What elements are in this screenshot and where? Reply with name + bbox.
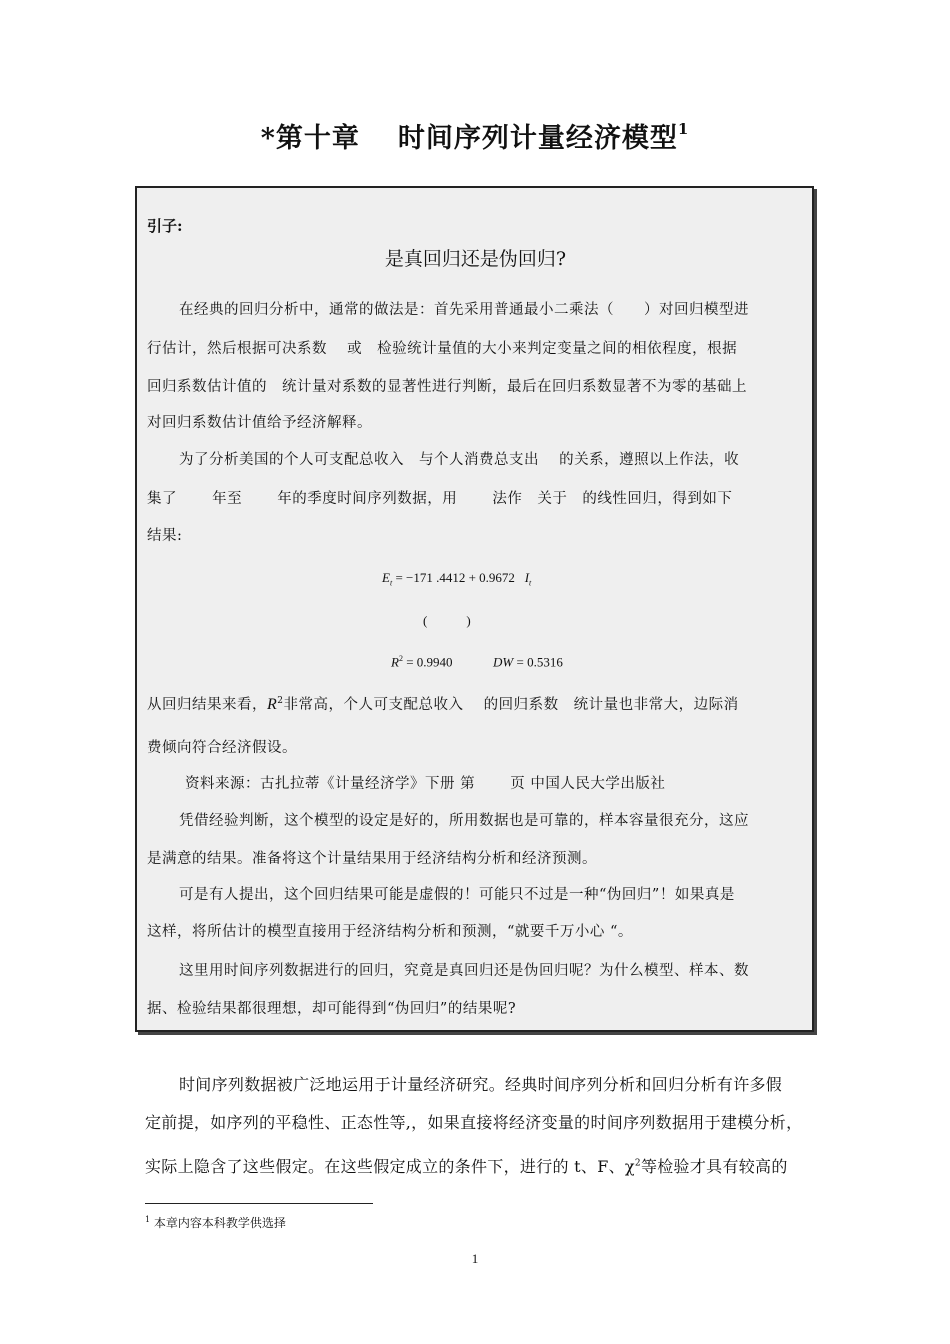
- dw-label: DW: [493, 654, 514, 670]
- body-paragraph-line: 实际上隐含了这些假定。在这些假定成立的条件下，进行的 t、F、$\chi^2$等检验才具有较高的: [145, 1157, 788, 1176]
- intro-box: [135, 186, 814, 1032]
- chapter-title: [0, 116, 950, 155]
- intro-line: 费倾向符合经济假设。: [147, 740, 297, 756]
- intro-line: 这样，将所估计的模型直接用于经济结构分析和预测，“就要千万小心 “。: [147, 924, 633, 940]
- eq-t-values: ( ): [423, 613, 471, 628]
- eq-var: I: [524, 570, 530, 585]
- intro-line: 对回归系数估计值给予经济解释。: [147, 415, 372, 431]
- chapter-number: *第十章: [260, 123, 360, 154]
- intro-line: 在经典的回归分析中，通常的做法是：首先采用普通最小二乘法（ ）对回归模型进: [179, 302, 749, 318]
- r2-label: R: [391, 654, 399, 670]
- intro-line: 为了分析美国的个人可支配总收入 与个人消费总支出 的关系，遵照以上作法，收: [179, 452, 740, 468]
- intro-line: 凭借经验判断，这个模型的设定是好的，所用数据也是可靠的，样本容量很充分，这应: [179, 813, 749, 829]
- footnote: [145, 1214, 286, 1231]
- body-paragraph-line: 时间序列数据被广泛地运用于计量经济研究。经典时间序列分析和回归分析有许多假: [179, 1075, 783, 1094]
- intro-label: 引子:: [147, 217, 183, 235]
- footnote-marker: 1: [677, 120, 690, 138]
- body-paragraph-line: 定前提，如序列的平稳性、正态性等,，如果直接将经济变量的时间序列数据用于建模分析，: [145, 1113, 803, 1132]
- intro-line: 可是有人提出，这个回归结果可能是虚假的！可能只不过是一种“伪回归”！如果真是: [179, 887, 735, 903]
- intro-heading: 是真回归还是伪回归?: [384, 248, 567, 270]
- footnote-mark: 1: [145, 1215, 151, 1224]
- eq-stats: $R^2 = 0.9940$ DW = 0.5316: [391, 654, 563, 670]
- r2-value: = 0.9940: [406, 654, 453, 670]
- page-number: 1: [471, 1251, 479, 1266]
- source-note: 资料来源：古扎拉蒂《计量经济学》下册 第 页 中国人民大学出版社: [185, 776, 666, 792]
- eq-lhs: E: [382, 570, 390, 585]
- intro-line: 集了 年至 年的季度时间序列数据，用 法作 关于 的线性回归，得到如下: [147, 491, 733, 507]
- intro-line: 行估计，然后根据可决系数 或 检验统计量值的大小来判定变量之间的相依程度，根据: [147, 341, 738, 357]
- intro-line: 据、检验结果都很理想，却可能得到“伪回归”的结果呢?: [147, 1001, 517, 1017]
- intro-line: 从回归结果来看，$R^2$非常高，个人可支配总收入 的回归系数 统计量也非常大，边际消: [147, 696, 739, 713]
- footnote-text: 本章内容本科教学供选择: [153, 1216, 286, 1230]
- chapter-name: 时间序列计量经济模型: [397, 123, 678, 154]
- intro-line: 回归系数估计值的 统计量对系数的显著性进行判断，最后在回归系数显著不为零的基础上: [147, 379, 747, 395]
- eq-rhs: = −171 .4412 + 0.9672: [395, 570, 515, 585]
- intro-line: 是满意的结果。准备将这个计量结果用于经济结构分析和经济预测。: [147, 851, 597, 867]
- footnote-rule: [145, 1203, 373, 1204]
- regression-equation: $E_t = -171$ .4412 + 0.9672 $I_t$: [382, 570, 532, 588]
- intro-line: 结果:: [147, 528, 183, 544]
- dw-value: = 0.5316: [516, 654, 563, 670]
- intro-line: 这里用时间序列数据进行的回归，究竟是真回归还是伪回归呢？为什么模型、样本、数: [179, 963, 749, 979]
